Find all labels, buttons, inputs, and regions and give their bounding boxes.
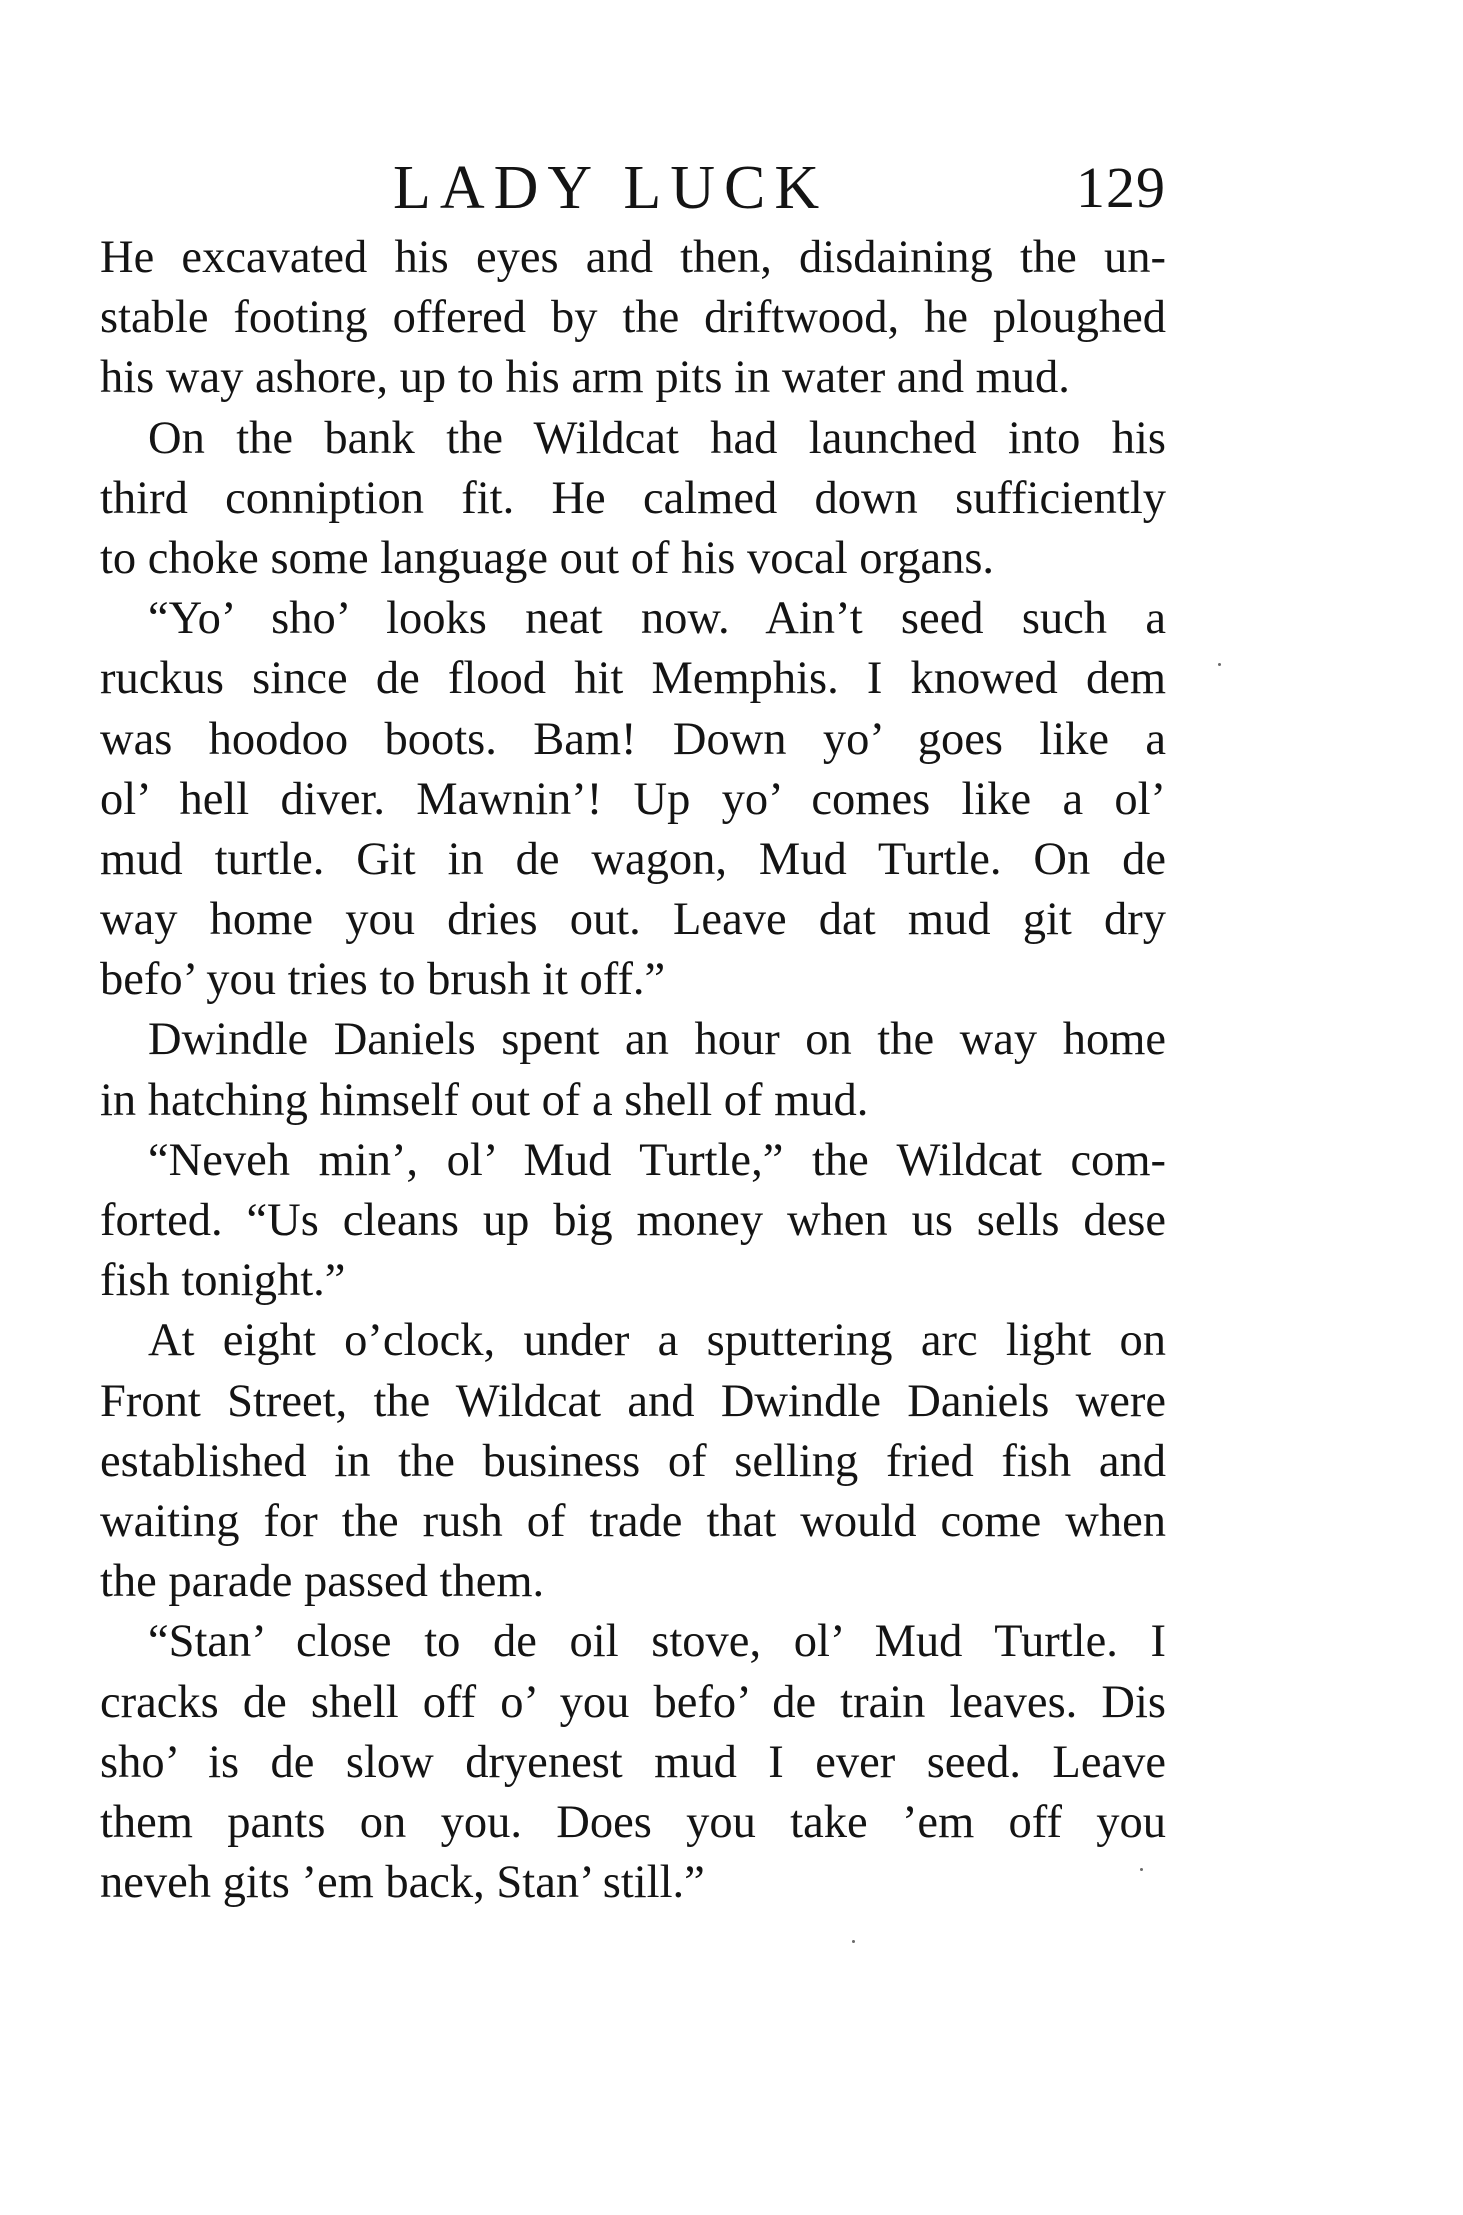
text-line: stable footing offered by the driftwood, he ploughed — [100, 292, 1166, 344]
text-line: waiting for the rush of trade that would come when — [100, 1495, 1166, 1547]
text-line: He excavated his eyes and then, disdaining the un- — [100, 232, 1166, 283]
text-line: the parade passed them. — [100, 1556, 545, 1608]
print-speck — [1140, 1868, 1143, 1871]
text-line: “Neveh min’, ol’ Mud Turtle,” the Wildcat com- — [148, 1134, 1166, 1186]
text-line: “Stan’ close to de oil stove, ol’ Mud Turtle. I — [148, 1616, 1166, 1668]
text-line: in hatching himself out of a shell of mud. — [100, 1074, 869, 1126]
text-line: mud turtle. Git in de wagon, Mud Turtle. On de — [100, 833, 1166, 885]
print-speck — [852, 1940, 855, 1943]
text-line: On the bank the Wildcat had launched into his — [148, 412, 1166, 464]
text-line: At eight o’clock, under a sputtering arc light on — [148, 1315, 1166, 1367]
print-speck — [1218, 663, 1221, 666]
text-line: way home you dries out. Leave dat mud git dry — [100, 894, 1166, 946]
paragraph — [100, 1131, 1166, 1312]
text-line: was hoodoo boots. Bam! Down yo’ goes like a — [100, 713, 1166, 765]
text-line: Front Street, the Wildcat and Dwindle Daniels were — [100, 1375, 1166, 1427]
text-line: them pants on you. Does you take ’em off you — [100, 1796, 1166, 1848]
text-line: Dwindle Daniels spent an hour on the way home — [148, 1014, 1166, 1066]
text-line: fish tonight.” — [100, 1255, 346, 1307]
text-line: his way ashore, up to his arm pits in water and mud. — [100, 352, 1070, 404]
text-line: befo’ you tries to brush it off.” — [100, 954, 666, 1006]
text-line: forted. “Us cleans up big money when us sells dese — [100, 1195, 1166, 1246]
text-line: third conniption fit. He calmed down sufficiently — [100, 472, 1166, 524]
page-header — [100, 148, 1166, 228]
text-line: established in the business of selling fried fish and — [100, 1435, 1166, 1487]
paragraph — [100, 409, 1166, 590]
text-line: neveh gits ’em back, Stan’ still.” — [100, 1857, 705, 1909]
text-line: sho’ is de slow dryenest mud I ever seed. Leave — [100, 1736, 1166, 1788]
text-line: ol’ hell diver. Mawnin’! Up yo’ comes like a ol’ — [100, 773, 1166, 825]
body-text — [100, 228, 1166, 1913]
text-line: cracks de shell off o’ you befo’ de train leaves. Dis — [100, 1676, 1166, 1728]
paragraph — [100, 1010, 1166, 1130]
text-line: to choke some language out of his vocal organs. — [100, 532, 995, 584]
running-head: LADY LUCK — [393, 154, 829, 222]
paragraph — [100, 1311, 1166, 1612]
paragraph — [100, 228, 1166, 409]
text-line: “Yo’ sho’ looks neat now. Ain’t seed such a — [148, 593, 1166, 645]
page-number: 129 — [1076, 155, 1166, 220]
text-line: ruckus since de flood hit Memphis. I knowed dem — [100, 653, 1166, 705]
paragraph — [100, 1612, 1166, 1913]
paragraph — [100, 589, 1166, 1010]
